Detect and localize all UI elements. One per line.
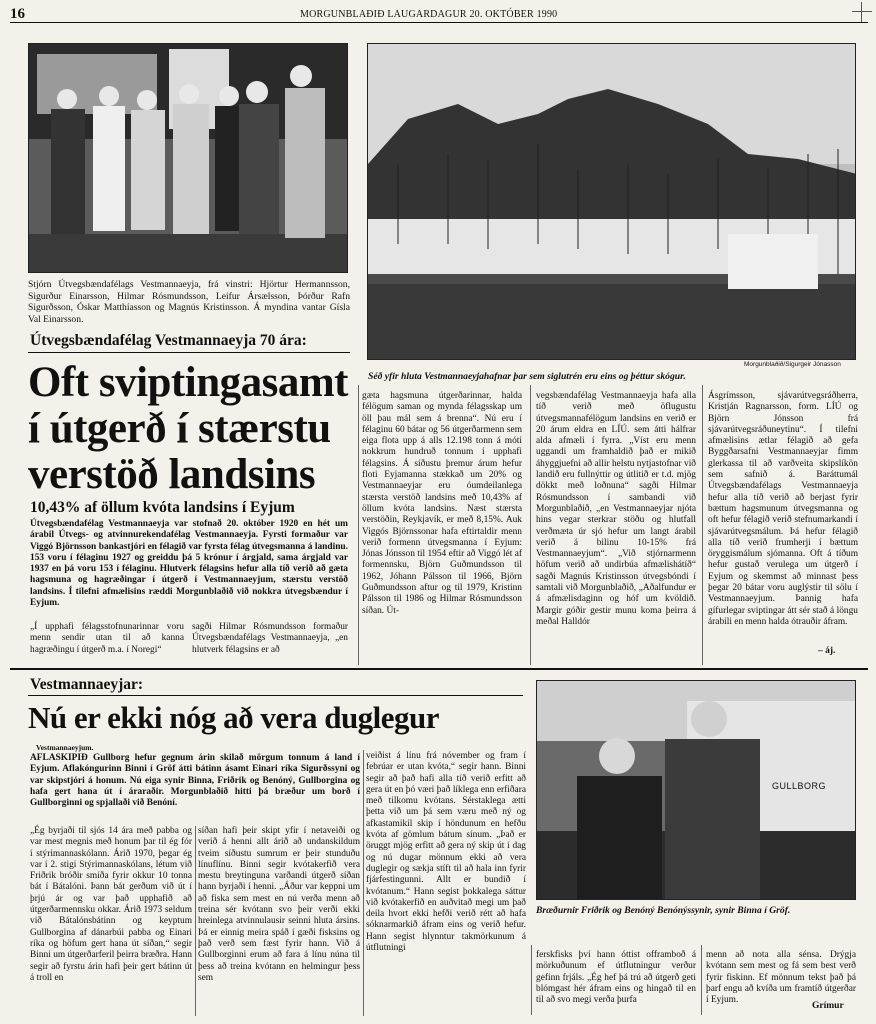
article1-headline-3: verstöð landsins — [28, 451, 316, 498]
column-divider — [363, 750, 364, 1016]
brothers-photo-caption: Bræðurnir Friðrik og Benóný Benónýssynir, synir Binna í Gröf. — [536, 905, 791, 916]
harbour-photo-caption: Séð yfir hluta Vestmannaeyjahafnar þar sem siglutrén eru eins og þéttur skógur. — [368, 371, 686, 382]
harbour-photo-image — [368, 44, 856, 360]
article2-column-3a: veiðist á línu frá nóvember og fram í febrúar er utan kvóta,“ segir hann. Binni segir að það hafi alla tíð verið erfitt að gera út en þó væri það líklega enn erfiðara með tilkomu kvótans. Sérstaklega ætti þetta við um þá sem væru með ný og afkastamikil skip í höndunum en hefðu kvóta af gömlum bátum sínum. „Það er öruggt mjög erfitt að gera ný skip út í dag og nú dugar mönnum ekki að vera duglegir og sækja stíft til að hala inn fyrir fjárfestingunni. Allt er bundið í kvótanum.“ Hann segist þokkalega sáttur við kvótakerfið en auðvitað megi um það deila hvort ekki hefði verið rétt að hafa sóknarmarkið áfram eins og verið hefur. Hann segist hlynntur takmörkunum á útflutningi — [366, 751, 526, 954]
section-divider — [10, 668, 868, 670]
masthead-rule — [10, 22, 868, 23]
board-photo — [28, 43, 348, 273]
column-divider — [702, 385, 703, 665]
column-divider — [195, 826, 196, 1016]
column-divider — [701, 945, 702, 1015]
article1-kicker-rule — [28, 352, 350, 353]
crosshair-mark — [852, 2, 872, 22]
article2-column-4b: menn að nota alla sénsa. Drýgja kvótann sem mest og fá sem best verð fyrir fiskinn. Ef mönnum tekst það þá þarf engu að kvíða um framtíð útgerðar í Eyjum. — [706, 950, 856, 1006]
article1-column-3: gæta hagsmuna útgerðarinnar, halda félögum saman og mynda félagsskap um öll þau mál sem á brenna“. Nú eru í félaginu 60 bátar og 56 útgerðarmenn sem eiga flota upp á alls 12.198 tonn á móti nokkrum hundruð tonnum í upphafi félagsins. Á síðustu þremur árum hefur floti Eyjamanna stækkað um 20% og Vestmannaeyjar eru óumdeilanlega stærsta verstöð landsins með 10,43% af öllum kvóta landsins. Næst stærsta verstöðin, Reykjavík, er með 8,15%. Auk Viggós Björnssonar hafa eftirtaldir menn verið formenn útvegsmanna í Eyjum: Jónas Jónsson til 1954 eftir að Viggó lét af formennsku, Björn Guðmundsson til 1962, Jóhann Pálsson til 1966, Björn Guðmundsson aftur og til 1979, Kristinn Pálsson til 1986 og Hilmar Rósmundsson síðan. Út- — [362, 391, 522, 616]
article2-kicker: Vestmannaeyjar: — [30, 676, 144, 693]
article2-column-2: síðan hafi þeir skipt yfir í netaveiði og verið á henni allt árið að undanskildum tveim síðustu sumrum er þeir stunduðu línuflínu. Binni segir kvótakerfið vera mestu breytinguna varðandi útgerð síðan hann byrjaði í henni. „Áður var keppni um að fiska sem mest en nú verða menn að treina sér kvótann svo þeir verði ekki hreinlega atvinnulausir seinni hluta ársins. Þá er einnig meira spáð í gæði fisksins og það verð sem fæst fyrir hann. Við á Gullborginni erum að fara á línu núna til þess að treina kvótann en helmingur þess sem — [198, 826, 360, 983]
article2-column-1: „Ég byrjaði til sjós 14 ára með pabba og var mest megnis með honum þar til ég fór í stýrimannaskólann. Árið 1970, þegar ég var í 2. stigi Stýrimannaskólans, létum við Friðrik bróðir smíða fyrir okkur 10 tonna bát í Bátalóni. Þann bát gerðum við út í þrjú ár og var það upphafið að útgerðarmennsku okkar. Árið 1973 seldum við Bátalónsbátinn og keyptum Gullborgina af dánarbúi pabba og Einari ríka og höfum gert hana út síðan,“ segir Binni um útgerðarferil þeirra bræðra. Hann segir að fyrstu árin hafi þeir gert bátinn út á troll en — [30, 826, 192, 983]
board-photo-image — [29, 44, 348, 273]
masthead-line: MORGUNBLAÐIÐ LAUGARDAGUR 20. OKTÓBER 1990 — [300, 9, 558, 20]
column-divider — [358, 385, 359, 665]
article1-column-4: vegsbændafélag Vestmannaeyja hafa alla tíð verið með öflugustu útvegsmannafélögum landsins en verið er 20 árum eldra en LÍÚ. sem átti hálfrar alda afmæli í fyrra. „Víst eru menn uggandi um framhaldið það er mikið áhyggjuefni að allir helstu nytjastofnar við landið eru fullnýttir og útlitið er t.d. mjög dökkt með loðnuna“ sagði Hilmar Rósmundsson í sambandi við Morgunblaðið, „en Vestmannaeyjar njóta hins vegar sterkrar stöðu og hlutfall verðmæta úr sjó hefur um langt árabil verið á bilinu 10-15% frá Vestmannaeyjum“. „Við stjórnarmenn höfum verið að undirbúa afmælishátíð“ sagði Magnús Kristinsson útvegsbóndi í samtali við Morgunblaðið, „Aðalfundur er á afmælisdaginn og hóf um kvöldið. Margir góðir gestir munu koma þeirra á meðal Halldór — [536, 391, 696, 627]
board-photo-caption: Stjórn Útvegsbændafélags Vestmannaeyja, frá vinstri: Hjörtur Hermannsson, Sigurður Einarsson, Hilmar Rósmundsson, Leifur Ársælsson, Þórður Rafn Sigurðsson, Óskar Matthíasson og Magnús Kristinsson. Á myndina vantar Gísla Val Einarsson. — [28, 279, 350, 325]
column-divider — [531, 945, 532, 1015]
brothers-photo — [536, 680, 856, 900]
article2-column-3b: ferskfisks því hann óttist offramboð á mörkuðunum ef útflutningur verður gefinn frjáls. „Ég hef þá trú að útgerð geti blómgast hér áfram eins og hingað til en til að svo megi verða þurfa — [536, 950, 696, 1006]
harbour-photo-credit: Morgunblaðið/Sigurgeir Jónasson — [744, 361, 841, 368]
article1-signature: – áj. — [818, 646, 836, 656]
article2-headline: Nú er ekki nóg að vera duglegur — [28, 700, 440, 735]
article1-kicker: Útvegsbændafélag Vestmannaeyja 70 ára: — [30, 332, 307, 349]
harbour-photo — [367, 43, 856, 360]
article1-column-5: Ásgrímsson, sjávarútvegsráðherra, Kristján Ragnarsson, form. LÍÚ og Björn Jónsson frá sjávarútvegsráðuneytinu“. Í tilefni afmælisins ætlar félagið að gefa Byggðarsafni Vestmannaeyjar fimm glerkassa til að varðveita skipslíkön sem safnið á. Baráttumál Útvegsbændafélags Vestmannaeyja hefur alla tíð verið að berjast fyrir bættum hagsmunum útvegsmanna og oft hefur félagið verið stefnumarkandi í sjávarútvegsmálum. Þá hefur félagið alla tíð verið frumherji í bættum öryggismálum sjómanna. Oft á tíðum hefur gustað verulega um útgerð í Eyjum og skemmst að minnast þess þegar 20 bátar voru auglýstir til sölu í Vestmannaeyjum. Þannig hafa gífurlegar sviptingar átt sér stað á löngu árabili en menn halda ótrauðir áfram. — [708, 391, 858, 627]
article1-lead: Útvegsbændafélag Vestmannaeyja var stofnað 20. október 1920 en hét um árabil Útvegs- og atvinnurekendafélag Vestmannaeyja. Fyrsti formaður var Viggó Björnsson bankastjóri en félagið var fyrsta félag útvegsmanna á landinu. 153 voru í félaginu 1927 og greiddu þá 5 krónur í árgjald, sama árgjald var 1937 en þá voru 153 í félaginu. Hlutverk félagsins hefur alla tíð verið að gæta hagsmuna og hagræðingar í útgerð í Vestmannaeyjum, stærstu verstöð landsins. Í tilefni afmælisins ræddi Morgunblaðið við nokkra útvegsbændur í Eyjum. — [30, 519, 348, 609]
page-number: 16 — [10, 6, 25, 22]
article2-lead: AFLASKIPIÐ Gullborg hefur gegnum árin skilað mörgum tonnum á land í Eyjum. Aflakóngurinn Binni í Gröf átti bátinn ásamt Einari ríka Sigurðssyni og var skipstjóri á honum. Nú eiga synir Binna, Friðrik og Benóný, Gullborgina og hafa gert hana út í áraraðir. Morgunblaðið hitti þá bræður um borð í Gullborginni og spjallaði við Benóní. — [30, 753, 360, 809]
article1-headline-1: Oft sviptingasamt — [28, 359, 348, 406]
article1-headline-2: í útgerð í stærstu — [28, 405, 331, 452]
article2-dateline: Vestmannaeyjum. — [36, 743, 94, 752]
article2-kicker-rule — [28, 695, 523, 696]
article1-subhead: 10,43% af öllum kvóta landsins í Eyjum — [30, 499, 295, 516]
article2-signature: Grímur — [812, 1001, 844, 1011]
article1-column-1: „Í upphafi félagsstofnunarinnar voru menn sendir utan til að kanna hagræðingu í útgerð m.a. í Noregi“ — [30, 622, 184, 655]
column-divider — [530, 385, 531, 665]
article1-column-2: sagði Hilmar Rósmundsson formaður Útvegsbændafélags Vestmannaeyja, „en hlutverk félagsins er að — [192, 622, 348, 655]
boat-name-label: GULLBORG — [772, 781, 827, 791]
